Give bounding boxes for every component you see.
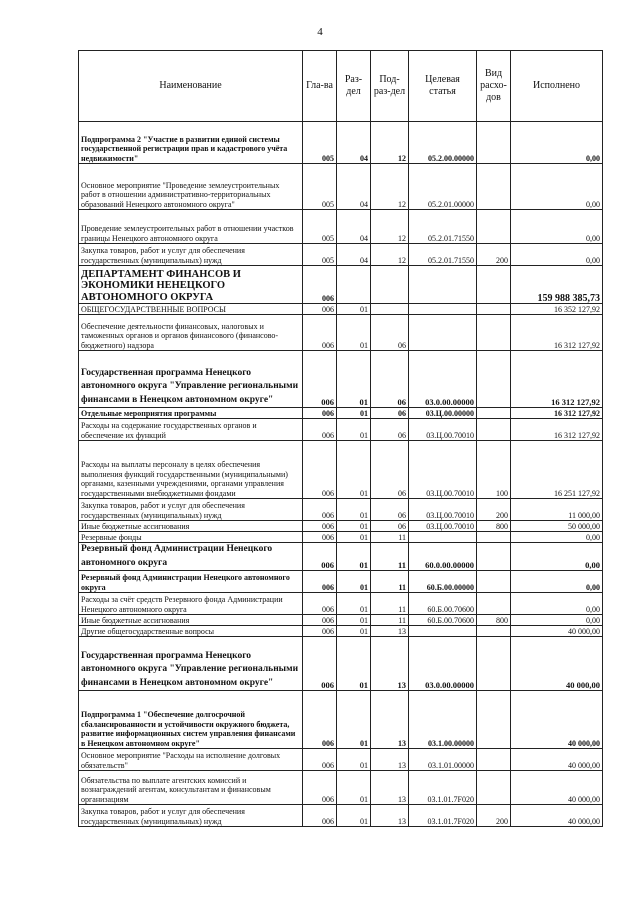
row-vid bbox=[477, 419, 511, 441]
row-amount: 16 312 127,92 bbox=[511, 419, 603, 441]
row-glava: 006 bbox=[303, 637, 337, 691]
row-vid bbox=[477, 771, 511, 805]
row-celevaya: 03.1.01.00000 bbox=[409, 749, 477, 771]
row-celevaya: 03.0.00.00000 bbox=[409, 637, 477, 691]
row-glava: 006 bbox=[303, 408, 337, 419]
table-header-row bbox=[79, 51, 603, 122]
row-razdel: 01 bbox=[337, 441, 371, 499]
row-podrazdel: 12 bbox=[371, 122, 409, 164]
row-name: Основное мероприятие "Проведение землеустроительных работ в отношении административно-территориальных образований Ненецкого автономного округа" bbox=[79, 164, 303, 210]
row-amount: 40 000,00 bbox=[511, 805, 603, 827]
row-glava: 006 bbox=[303, 771, 337, 805]
row-amount: 0,00 bbox=[511, 593, 603, 615]
row-celevaya bbox=[409, 532, 477, 543]
row-amount: 16 312 127,92 bbox=[511, 315, 603, 351]
table-row bbox=[79, 805, 603, 827]
row-vid bbox=[477, 532, 511, 543]
row-glava: 006 bbox=[303, 441, 337, 499]
row-name: Резервный фонд Администрации Ненецкого автономного округа bbox=[79, 543, 303, 571]
row-razdel: 01 bbox=[337, 571, 371, 593]
row-podrazdel: 13 bbox=[371, 771, 409, 805]
row-podrazdel: 06 bbox=[371, 441, 409, 499]
row-vid bbox=[477, 122, 511, 164]
row-podrazdel: 11 bbox=[371, 593, 409, 615]
row-razdel: 01 bbox=[337, 304, 371, 315]
row-vid: 200 bbox=[477, 499, 511, 521]
budget-execution-table bbox=[78, 50, 603, 827]
row-razdel: 01 bbox=[337, 749, 371, 771]
row-celevaya: 03.Ц.00.70010 bbox=[409, 521, 477, 532]
header-celevaya-statya: Целевая статья bbox=[409, 51, 477, 122]
row-name: Иные бюджетные ассигнования bbox=[79, 615, 303, 626]
row-celevaya: 05.2.00.00000 bbox=[409, 122, 477, 164]
row-amount: 16 352 127,92 bbox=[511, 304, 603, 315]
row-glava: 006 bbox=[303, 571, 337, 593]
row-vid: 800 bbox=[477, 615, 511, 626]
row-razdel: 01 bbox=[337, 408, 371, 419]
row-glava: 006 bbox=[303, 626, 337, 637]
row-celevaya: 60.0.00.00000 bbox=[409, 543, 477, 571]
row-name: Проведение землеустроительных работ в отношении участков границы Ненецкого автономного округа bbox=[79, 210, 303, 244]
row-name: Закупка товаров, работ и услуг для обеспечения государственных (муниципальных) нужд bbox=[79, 499, 303, 521]
table-row bbox=[79, 408, 603, 419]
row-amount: 40 000,00 bbox=[511, 626, 603, 637]
row-glava: 006 bbox=[303, 521, 337, 532]
row-razdel: 01 bbox=[337, 543, 371, 571]
row-amount: 40 000,00 bbox=[511, 691, 603, 749]
page-number: 4 bbox=[317, 26, 323, 38]
row-name: Государственная программа Ненецкого автономного округа "Управление региональными финансами в Ненецком автономном округе" bbox=[79, 637, 303, 691]
row-name: ОБЩЕГОСУДАРСТВЕННЫЕ ВОПРОСЫ bbox=[79, 304, 303, 315]
row-vid bbox=[477, 749, 511, 771]
table-row bbox=[79, 749, 603, 771]
header-ispolneno: Исполнено bbox=[511, 51, 603, 122]
row-glava: 005 bbox=[303, 164, 337, 210]
row-vid: 200 bbox=[477, 805, 511, 827]
row-amount: 0,00 bbox=[511, 164, 603, 210]
row-amount: 0,00 bbox=[511, 210, 603, 244]
row-razdel bbox=[337, 266, 371, 304]
row-glava: 006 bbox=[303, 499, 337, 521]
row-podrazdel: 06 bbox=[371, 315, 409, 351]
row-vid bbox=[477, 304, 511, 315]
row-celevaya: 03.1.01.7F020 bbox=[409, 805, 477, 827]
row-glava: 006 bbox=[303, 615, 337, 626]
table-row bbox=[79, 210, 603, 244]
row-vid bbox=[477, 351, 511, 408]
table-row-department bbox=[79, 266, 603, 304]
row-name: Закупка товаров, работ и услуг для обеспечения государственных (муниципальных) нужд bbox=[79, 805, 303, 827]
row-podrazdel: 11 bbox=[371, 615, 409, 626]
row-podrazdel: 06 bbox=[371, 419, 409, 441]
row-name: Подпрограмма 1 "Обеспечение долгосрочной сбалансированности и устойчивости окружного бюджета, развитие информационных систем управления финансами в Ненецком автономном округе" bbox=[79, 691, 303, 749]
row-name: Государственная программа Ненецкого автономного округа "Управление региональными финансами в Ненецком автономном округе" bbox=[79, 351, 303, 408]
row-vid: 800 bbox=[477, 521, 511, 532]
row-podrazdel: 11 bbox=[371, 532, 409, 543]
row-glava: 005 bbox=[303, 244, 337, 266]
row-podrazdel: 13 bbox=[371, 626, 409, 637]
table-row bbox=[79, 691, 603, 749]
row-name: Основное мероприятие "Расходы на исполнение долговых обязательств" bbox=[79, 749, 303, 771]
table-row bbox=[79, 637, 603, 691]
row-amount: 159 988 385,73 bbox=[511, 266, 603, 304]
row-glava: 006 bbox=[303, 543, 337, 571]
row-glava: 005 bbox=[303, 210, 337, 244]
row-razdel: 01 bbox=[337, 805, 371, 827]
row-razdel: 01 bbox=[337, 626, 371, 637]
header-razdel: Раз-дел bbox=[337, 51, 371, 122]
row-podrazdel: 12 bbox=[371, 244, 409, 266]
row-glava: 006 bbox=[303, 266, 337, 304]
row-amount: 50 000,00 bbox=[511, 521, 603, 532]
row-celevaya bbox=[409, 266, 477, 304]
row-razdel: 01 bbox=[337, 419, 371, 441]
table-row bbox=[79, 571, 603, 593]
row-amount: 0,00 bbox=[511, 543, 603, 571]
row-name: ДЕПАРТАМЕНТ ФИНАНСОВ И ЭКОНОМИКИ НЕНЕЦКОГО АВТОНОМНОГО ОКРУГА bbox=[79, 266, 303, 304]
row-podrazdel: 06 bbox=[371, 408, 409, 419]
row-amount: 16 312 127,92 bbox=[511, 351, 603, 408]
row-name: Отдельные мероприятия программы bbox=[79, 408, 303, 419]
row-name: Другие общегосударственные вопросы bbox=[79, 626, 303, 637]
row-vid bbox=[477, 210, 511, 244]
row-podrazdel: 11 bbox=[371, 571, 409, 593]
row-razdel: 01 bbox=[337, 315, 371, 351]
row-celevaya: 05.2.01.00000 bbox=[409, 164, 477, 210]
row-name: Расходы на выплаты персоналу в целях обеспечения выполнения функций государственными (муниципальными) органами, казенными учреждениями, органами управления государственными внебюджетными фондами bbox=[79, 441, 303, 499]
row-vid bbox=[477, 408, 511, 419]
row-celevaya bbox=[409, 315, 477, 351]
table-row bbox=[79, 543, 603, 571]
table-row bbox=[79, 164, 603, 210]
table-row bbox=[79, 122, 603, 164]
row-celevaya: 60.Б.00.70600 bbox=[409, 615, 477, 626]
table-row bbox=[79, 771, 603, 805]
row-amount: 16 251 127,92 bbox=[511, 441, 603, 499]
row-celevaya bbox=[409, 304, 477, 315]
row-vid bbox=[477, 315, 511, 351]
row-celevaya: 60.Б.00.00000 bbox=[409, 571, 477, 593]
row-vid bbox=[477, 637, 511, 691]
row-amount: 16 312 127,92 bbox=[511, 408, 603, 419]
table-row bbox=[79, 499, 603, 521]
row-razdel: 01 bbox=[337, 351, 371, 408]
row-razdel: 01 bbox=[337, 615, 371, 626]
row-podrazdel: 13 bbox=[371, 749, 409, 771]
row-glava: 005 bbox=[303, 122, 337, 164]
row-podrazdel bbox=[371, 266, 409, 304]
row-amount: 40 000,00 bbox=[511, 749, 603, 771]
row-celevaya: 05.2.01.71550 bbox=[409, 210, 477, 244]
table-row bbox=[79, 593, 603, 615]
row-celevaya: 60.Б.00.70600 bbox=[409, 593, 477, 615]
row-vid bbox=[477, 543, 511, 571]
row-glava: 006 bbox=[303, 304, 337, 315]
row-vid bbox=[477, 164, 511, 210]
row-name: Расходы за счёт средств Резервного фонда Администрации Ненецкого автономного округа bbox=[79, 593, 303, 615]
row-vid bbox=[477, 593, 511, 615]
row-razdel: 01 bbox=[337, 499, 371, 521]
row-vid bbox=[477, 626, 511, 637]
row-glava: 006 bbox=[303, 532, 337, 543]
row-name: Иные бюджетные ассигнования bbox=[79, 521, 303, 532]
row-celevaya: 03.Ц.00.70010 bbox=[409, 499, 477, 521]
row-name: Резервный фонд Администрации Ненецкого автономного округа bbox=[79, 571, 303, 593]
row-podrazdel: 13 bbox=[371, 805, 409, 827]
row-glava: 006 bbox=[303, 351, 337, 408]
row-celevaya bbox=[409, 626, 477, 637]
row-glava: 006 bbox=[303, 419, 337, 441]
row-celevaya: 03.0.00.00000 bbox=[409, 351, 477, 408]
row-razdel: 01 bbox=[337, 521, 371, 532]
row-razdel: 04 bbox=[337, 164, 371, 210]
row-celevaya: 03.Ц.00.70010 bbox=[409, 441, 477, 499]
row-podrazdel: 11 bbox=[371, 543, 409, 571]
row-amount: 0,00 bbox=[511, 122, 603, 164]
row-podrazdel bbox=[371, 304, 409, 315]
row-amount: 40 000,00 bbox=[511, 637, 603, 691]
row-razdel: 01 bbox=[337, 691, 371, 749]
row-amount: 0,00 bbox=[511, 244, 603, 266]
row-name: Обеспечение деятельности финансовых, налоговых и таможенных органов и органов финансового (финансово-бюджетного) надзора bbox=[79, 315, 303, 351]
table-row bbox=[79, 315, 603, 351]
table-row bbox=[79, 532, 603, 543]
row-glava: 006 bbox=[303, 749, 337, 771]
row-podrazdel: 06 bbox=[371, 351, 409, 408]
header-podrazdel: Под-раз-дел bbox=[371, 51, 409, 122]
row-podrazdel: 06 bbox=[371, 521, 409, 532]
row-vid bbox=[477, 571, 511, 593]
row-glava: 006 bbox=[303, 593, 337, 615]
row-amount: 0,00 bbox=[511, 532, 603, 543]
header-glava: Гла-ва bbox=[303, 51, 337, 122]
row-razdel: 04 bbox=[337, 122, 371, 164]
row-amount: 0,00 bbox=[511, 615, 603, 626]
row-amount: 40 000,00 bbox=[511, 771, 603, 805]
row-podrazdel: 12 bbox=[371, 210, 409, 244]
row-celevaya: 03.Ц.00.00000 bbox=[409, 408, 477, 419]
row-name: Подпрограмма 2 "Участие в развитии единой системы государственной регистрации прав и кадастрового учёта недвижимости" bbox=[79, 122, 303, 164]
row-name: Обязательства по выплате агентских комиссий и вознаграждений агентам, консультантам и финансовым организациям bbox=[79, 771, 303, 805]
row-celevaya: 03.1.00.00000 bbox=[409, 691, 477, 749]
row-podrazdel: 13 bbox=[371, 637, 409, 691]
row-name: Закупка товаров, работ и услуг для обеспечения государственных (муниципальных) нужд bbox=[79, 244, 303, 266]
table-row bbox=[79, 419, 603, 441]
row-vid: 100 bbox=[477, 441, 511, 499]
table-row bbox=[79, 441, 603, 499]
header-vid-rashodov: Вид расхо-дов bbox=[477, 51, 511, 122]
table-row bbox=[79, 244, 603, 266]
row-glava: 006 bbox=[303, 691, 337, 749]
row-vid bbox=[477, 266, 511, 304]
table-row bbox=[79, 615, 603, 626]
row-razdel: 01 bbox=[337, 593, 371, 615]
row-amount: 11 000,00 bbox=[511, 499, 603, 521]
row-name: Резервные фонды bbox=[79, 532, 303, 543]
row-name: Расходы на содержание государственных органов и обеспечение их функций bbox=[79, 419, 303, 441]
row-glava: 006 bbox=[303, 805, 337, 827]
row-vid: 200 bbox=[477, 244, 511, 266]
table-row bbox=[79, 304, 603, 315]
row-vid bbox=[477, 691, 511, 749]
row-podrazdel: 06 bbox=[371, 499, 409, 521]
row-razdel: 01 bbox=[337, 637, 371, 691]
row-razdel: 04 bbox=[337, 210, 371, 244]
table-row bbox=[79, 351, 603, 408]
table-row bbox=[79, 521, 603, 532]
row-razdel: 04 bbox=[337, 244, 371, 266]
row-celevaya: 03.Ц.00.70010 bbox=[409, 419, 477, 441]
row-podrazdel: 12 bbox=[371, 164, 409, 210]
row-celevaya: 05.2.01.71550 bbox=[409, 244, 477, 266]
row-podrazdel: 13 bbox=[371, 691, 409, 749]
row-razdel: 01 bbox=[337, 532, 371, 543]
row-glava: 006 bbox=[303, 315, 337, 351]
row-amount: 0,00 bbox=[511, 571, 603, 593]
row-celevaya: 03.1.01.7F020 bbox=[409, 771, 477, 805]
header-name: Наименование bbox=[79, 51, 303, 122]
row-razdel: 01 bbox=[337, 771, 371, 805]
table-row bbox=[79, 626, 603, 637]
